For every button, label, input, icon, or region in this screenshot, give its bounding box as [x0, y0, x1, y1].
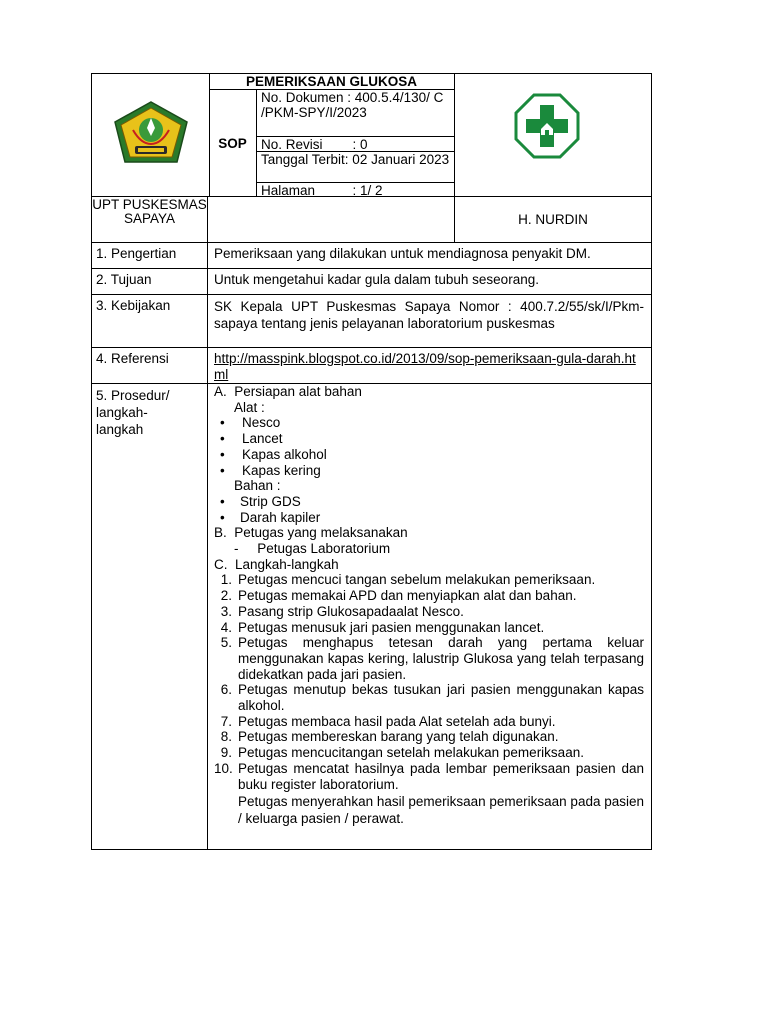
row-label: 4. Referensi — [92, 348, 208, 383]
row-content: Untuk mengetahui kadar gula dalam tubuh seseorang. — [214, 272, 539, 287]
revision-number: No. Revisi : 0 — [257, 137, 454, 152]
list-item: • Kapas alkohol — [220, 446, 327, 462]
reference-link[interactable]: http://masspink.blogspot.co.id/2013/09/sop-pemeriksaan-gula-darah.html — [214, 351, 636, 382]
issue-date: Tanggal Terbit: 02 Januari 2023 — [257, 152, 454, 183]
section-a-title: A. Persiapan alat bahan — [214, 384, 362, 399]
sop-document — [91, 73, 652, 850]
step-item: 5. Petugas menghapus tetesan darah yang pertama keluar menggunakan kapas kering, lalustrip Glukosa yang telah terpasang didekatkan pada jari pasien. — [220, 635, 644, 682]
document-info-cell — [209, 74, 455, 196]
step-item: 3. Pasang strip Glukosapadaalat Nesco. — [220, 603, 464, 619]
regency-logo-cell — [92, 74, 210, 196]
row-content — [208, 384, 651, 849]
list-item: • Darah kapiler — [220, 509, 321, 525]
step-item: 4. Petugas menusuk jari pasien menggunakan lancet. — [220, 619, 545, 635]
section-b-title: B. Petugas yang melaksanakan — [214, 525, 408, 541]
row-label: 3. Kebijakan — [92, 295, 208, 347]
row-prosedur — [91, 384, 652, 850]
unit-name: UPT PUSKESMAS SAPAYA — [92, 197, 208, 242]
list-item: • Nesco — [220, 415, 281, 431]
sop-header — [91, 73, 652, 197]
sop-title: PEMERIKSAAN GLUKOSA — [209, 74, 454, 90]
step-item: 8. Petugas membereskan barang yang telah digunakan. — [220, 729, 559, 745]
document-meta — [257, 90, 454, 196]
step-item: 9. Petugas mencucitangan setelah melakukan pemeriksaan. — [220, 745, 584, 761]
signature-blank-cell — [208, 197, 455, 242]
page-number: Halaman : 1/ 2 — [261, 183, 383, 198]
sop-label: SOP — [209, 90, 257, 196]
row-kebijakan — [91, 295, 652, 348]
section-c-title: C. Langkah-langkah — [214, 556, 339, 572]
row-content — [208, 348, 651, 383]
row-label: 1. Pengertian — [92, 243, 208, 268]
row-label: 5. Prosedur/ langkah-langkah — [92, 384, 208, 849]
step-item: 7. Petugas membaca hasil pada Alat setelah ada bunyi. — [220, 713, 556, 729]
header-bottom-row — [91, 197, 652, 243]
regency-emblem-icon — [111, 100, 191, 170]
row-content: Pemeriksaan yang dilakukan untuk mendiagnosa penyakit DM. — [214, 246, 591, 261]
document-number: No. Dokumen : 400.5.4/130/ C /PKM-SPY/I/2023 — [257, 90, 454, 137]
alat-label: Alat : — [234, 399, 265, 415]
puskesmas-cross-icon — [514, 93, 580, 159]
closing-step: Petugas menyerahkan hasil pemeriksaan pemeriksaan pada pasien / keluarga pasien / perawat. — [238, 794, 644, 827]
row-referensi — [91, 348, 652, 384]
puskesmas-logo-cell — [454, 74, 651, 196]
section-b-item: - Petugas Laboratorium — [234, 541, 391, 557]
step-item: 6. Petugas menutup bekas tusukan jari pasien menggunakan kapas alkohol. — [220, 682, 644, 714]
head-name: H. NURDIN — [518, 212, 588, 227]
list-item: • Lancet — [220, 431, 283, 447]
row-content: SK Kepala UPT Puskesmas Sapaya Nomor : 400.7.2/55/sk/I/Pkm- sapaya tentang jenis pelayanan laboratorium puskesmas — [214, 299, 644, 331]
step-item: 1. Petugas mencuci tangan sebelum melakukan pemeriksaan. — [220, 572, 596, 588]
row-pengertian — [91, 243, 652, 269]
list-item: • Strip GDS — [220, 493, 301, 509]
step-item: 10. Petugas mencatat hasilnya pada lembar pemeriksaan pasien dan buku register laboratorium. — [214, 760, 644, 792]
row-label: 2. Tujuan — [92, 269, 208, 294]
bahan-label: Bahan : — [234, 478, 281, 494]
list-item: • Kapas kering — [220, 462, 321, 478]
step-item: 2. Petugas memakai APD dan menyiapkan alat dan bahan. — [220, 588, 577, 604]
row-tujuan — [91, 269, 652, 295]
